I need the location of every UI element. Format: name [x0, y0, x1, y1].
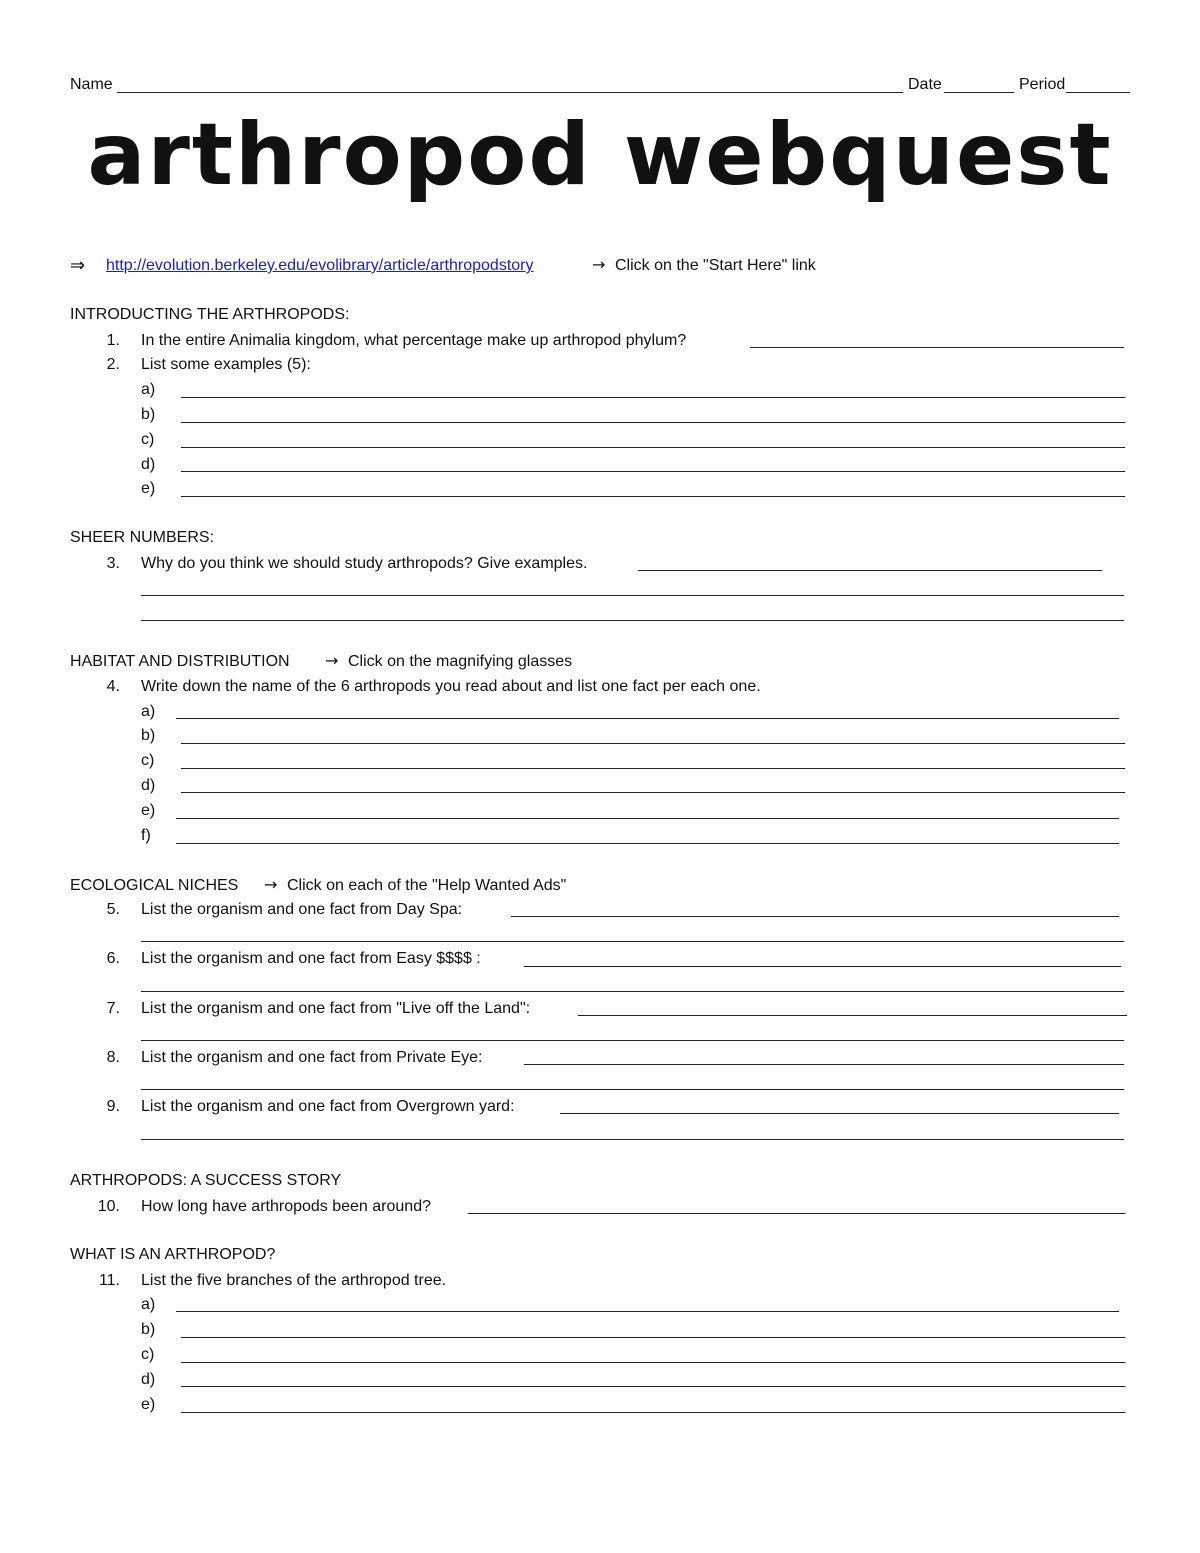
answer-line[interactable]	[468, 1213, 1125, 1214]
answer-line[interactable]	[578, 1015, 1127, 1016]
answer-line[interactable]	[141, 1040, 1124, 1041]
question-text: List some examples (5):	[141, 356, 311, 373]
sub-label: e)	[141, 802, 156, 819]
answer-line[interactable]	[141, 991, 1124, 992]
period-label: Period	[1019, 76, 1066, 93]
period-field[interactable]	[1066, 92, 1130, 93]
answer-line[interactable]	[638, 570, 1102, 571]
sub-label: b)	[141, 406, 156, 423]
section-heading-intro: INTRODUCTING THE ARTHROPODS:	[70, 306, 350, 323]
answer-line[interactable]	[181, 422, 1125, 423]
answer-line[interactable]	[141, 595, 1124, 596]
answer-line[interactable]	[181, 1337, 1125, 1338]
question-number: 9.	[106, 1098, 120, 1115]
answer-line[interactable]	[524, 966, 1121, 967]
answer-line[interactable]	[181, 1386, 1125, 1387]
habitat-instruction: Click on the magnifying glasses	[348, 653, 573, 670]
question-text: In the entire Animalia kingdom, what percentage make up arthropod phylum?	[141, 332, 687, 349]
question-text: Write down the name of the 6 arthropods you read about and list one fact per each one.	[141, 678, 761, 695]
answer-line[interactable]	[176, 718, 1119, 719]
question-text: List the organism and one fact from Easy $$$$ :	[141, 950, 481, 967]
sub-label: d)	[141, 456, 156, 473]
answer-line[interactable]	[176, 843, 1119, 844]
answer-line[interactable]	[141, 1139, 1124, 1140]
answer-line[interactable]	[141, 1089, 1124, 1090]
sub-label: c)	[141, 1346, 155, 1363]
sub-label: a)	[141, 703, 156, 720]
sub-label: c)	[141, 752, 155, 769]
question-number: 11.	[98, 1272, 120, 1289]
answer-line[interactable]	[524, 1064, 1124, 1065]
section-heading-habitat: HABITAT AND DISTRIBUTION	[70, 653, 290, 670]
date-label: Date	[908, 76, 942, 93]
answer-line[interactable]	[560, 1113, 1119, 1114]
question-text: List the organism and one fact from Overgrown yard:	[141, 1098, 515, 1115]
answer-line[interactable]	[181, 397, 1125, 398]
section-heading-what-is: WHAT IS AN ARTHROPOD?	[70, 1246, 276, 1263]
sub-label: b)	[141, 1321, 156, 1338]
sub-label: f)	[141, 827, 151, 844]
sub-label: b)	[141, 727, 156, 744]
question-number: 5.	[106, 901, 120, 918]
answer-line[interactable]	[181, 471, 1125, 472]
answer-line[interactable]	[176, 818, 1119, 819]
webquest-link[interactable]: http://evolution.berkeley.edu/evolibrary/article/arthropodstory	[106, 257, 534, 274]
right-arrow-icon: →	[325, 651, 339, 670]
section-heading-niches: ECOLOGICAL NICHES	[70, 877, 239, 894]
sub-label: c)	[141, 431, 155, 448]
name-field[interactable]	[117, 92, 903, 93]
question-number: 7.	[106, 1000, 120, 1017]
answer-line[interactable]	[511, 916, 1119, 917]
answer-line[interactable]	[181, 792, 1125, 793]
sub-label: d)	[141, 777, 156, 794]
answer-line[interactable]	[750, 347, 1124, 348]
question-number: 6.	[106, 950, 120, 967]
sub-label: e)	[141, 1396, 156, 1413]
name-label: Name	[70, 76, 113, 93]
question-number: 4.	[106, 678, 120, 695]
question-text: List the organism and one fact from Private Eye:	[141, 1049, 483, 1066]
answer-line[interactable]	[181, 1362, 1125, 1363]
question-text: How long have arthropods been around?	[141, 1198, 431, 1215]
question-number: 2.	[106, 356, 120, 373]
sub-label: e)	[141, 480, 156, 497]
section-heading-numbers: SHEER NUMBERS:	[70, 529, 215, 546]
answer-line[interactable]	[181, 743, 1125, 744]
intro-instruction: Click on the "Start Here" link	[615, 257, 816, 274]
double-arrow-icon: ⇒	[70, 255, 86, 276]
question-text: List the organism and one fact from "Live off the Land":	[141, 1000, 531, 1017]
answer-line[interactable]	[181, 496, 1125, 497]
question-number: 8.	[106, 1049, 120, 1066]
section-heading-success: ARTHROPODS: A SUCCESS STORY	[70, 1172, 342, 1189]
right-arrow-icon: →	[264, 875, 278, 894]
answer-line[interactable]	[176, 1311, 1119, 1312]
answer-line[interactable]	[181, 1412, 1125, 1413]
sub-label: a)	[141, 381, 156, 398]
question-number: 1.	[106, 332, 120, 349]
date-field[interactable]	[944, 92, 1014, 93]
sub-label: d)	[141, 1371, 156, 1388]
sub-label: a)	[141, 1296, 156, 1313]
niches-instruction: Click on each of the "Help Wanted Ads"	[287, 877, 567, 894]
answer-line[interactable]	[181, 768, 1125, 769]
question-number: 3.	[106, 555, 120, 572]
answer-line[interactable]	[141, 620, 1124, 621]
question-number: 10.	[97, 1198, 120, 1215]
question-text: List the organism and one fact from Day Spa:	[141, 901, 463, 918]
answer-line[interactable]	[141, 941, 1124, 942]
page-title: arthropod webquest	[87, 105, 1113, 205]
right-arrow-icon: →	[592, 255, 606, 274]
answer-line[interactable]	[181, 447, 1125, 448]
question-text: Why do you think we should study arthropods? Give examples.	[141, 555, 588, 572]
question-text: List the five branches of the arthropod tree.	[141, 1272, 447, 1289]
